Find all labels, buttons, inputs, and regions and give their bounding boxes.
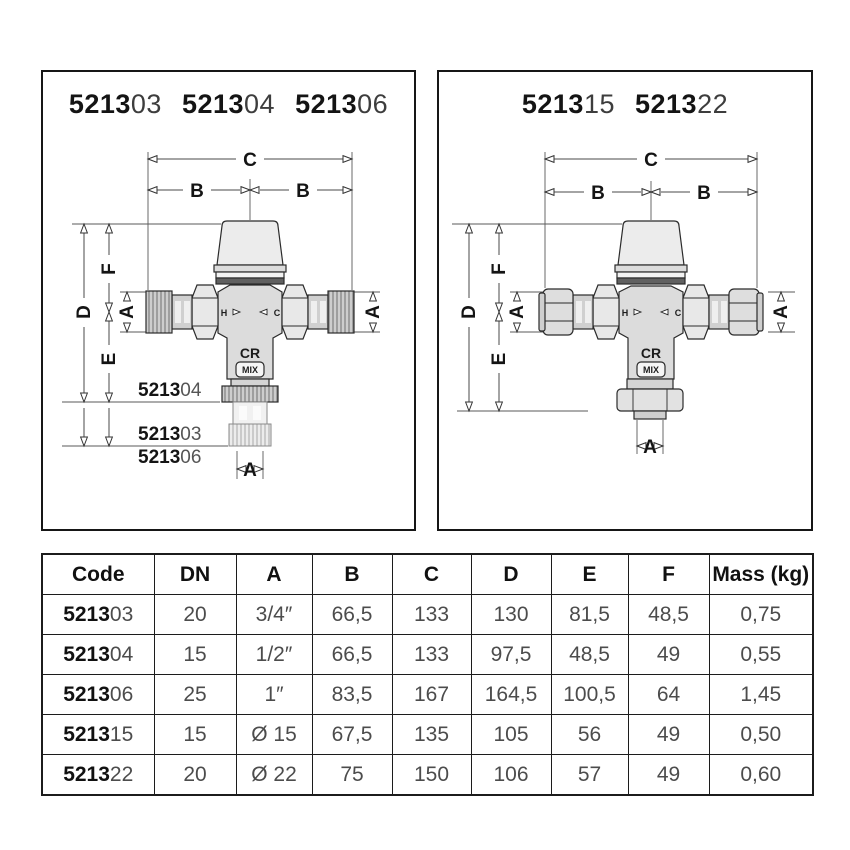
union-nut-right bbox=[683, 285, 709, 339]
header-c: C bbox=[392, 554, 471, 595]
dim-d bbox=[459, 224, 480, 411]
panel-left-title bbox=[43, 72, 414, 120]
cell-b: 75 bbox=[312, 755, 392, 796]
cell-a: 3/4″ bbox=[236, 595, 312, 635]
dim-label-b-left: B bbox=[190, 181, 204, 202]
compression-nut-left bbox=[543, 289, 573, 335]
code-521315: 521315 bbox=[521, 89, 615, 119]
code-521322: 521322 bbox=[635, 89, 729, 119]
dim-label-d: D bbox=[74, 305, 95, 319]
cell-dn: 25 bbox=[154, 675, 236, 715]
dim-d bbox=[74, 224, 95, 446]
callout-521304: 521304 bbox=[138, 380, 202, 401]
cell-d: 97,5 bbox=[471, 635, 551, 675]
male-thread-left bbox=[146, 291, 172, 333]
outlet-thread-long bbox=[229, 424, 271, 446]
brand-logo: CR bbox=[640, 345, 662, 361]
compression-nut-right bbox=[729, 289, 759, 335]
table-header-row bbox=[42, 554, 813, 595]
cell-dn: 15 bbox=[154, 715, 236, 755]
mix-label: MIX bbox=[642, 365, 660, 375]
dim-label-a-bottom: A bbox=[643, 437, 657, 458]
outlet-callouts bbox=[138, 380, 202, 468]
cell-b: 66,5 bbox=[312, 595, 392, 635]
panel-compression-versions bbox=[437, 70, 813, 531]
cell-c: 133 bbox=[392, 635, 471, 675]
callout-521303: 521303 bbox=[138, 424, 202, 445]
cell-e: 48,5 bbox=[551, 635, 628, 675]
table-row-521322 bbox=[42, 755, 813, 796]
callout-521306: 521306 bbox=[138, 447, 202, 468]
header-b: B bbox=[312, 554, 392, 595]
dim-a-outlet bbox=[237, 460, 263, 481]
cell-e: 57 bbox=[551, 755, 628, 796]
cell-dn: 20 bbox=[154, 595, 236, 635]
cell-b: 83,5 bbox=[312, 675, 392, 715]
dim-label-e: E bbox=[489, 352, 510, 366]
code-521303: 521303 bbox=[68, 89, 162, 119]
cold-port-label: C bbox=[273, 308, 281, 318]
cell-d: 130 bbox=[471, 595, 551, 635]
cell-d: 106 bbox=[471, 755, 551, 796]
cell-c: 150 bbox=[392, 755, 471, 796]
cell-mass: 0,55 bbox=[709, 635, 813, 675]
valve-compression bbox=[539, 221, 763, 419]
brand-logo: CR bbox=[239, 345, 261, 361]
dim-label-f: F bbox=[489, 263, 510, 275]
cell-a: Ø 15 bbox=[236, 715, 312, 755]
dim-label-b-right: B bbox=[697, 183, 711, 204]
panel-threaded-versions bbox=[41, 70, 416, 531]
cell-dn: 20 bbox=[154, 755, 236, 796]
header-a: A bbox=[236, 554, 312, 595]
cell-b: 67,5 bbox=[312, 715, 392, 755]
cell-code: 521303 bbox=[42, 595, 154, 635]
adjust-knob bbox=[618, 221, 684, 265]
dim-label-a-left: A bbox=[507, 305, 528, 319]
dim-label-a-right: A bbox=[771, 305, 792, 319]
dim-label-b-left: B bbox=[591, 183, 605, 204]
drawing-threaded-valve bbox=[43, 124, 414, 529]
cell-mass: 0,50 bbox=[709, 715, 813, 755]
cell-mass: 0,75 bbox=[709, 595, 813, 635]
cell-a: 1″ bbox=[236, 675, 312, 715]
cell-code: 521322 bbox=[42, 755, 154, 796]
mix-label: MIX bbox=[241, 365, 259, 375]
dimension-table bbox=[41, 553, 814, 796]
cell-code: 521315 bbox=[42, 715, 154, 755]
code-521306: 521306 bbox=[295, 89, 389, 119]
panel-right-title bbox=[439, 72, 811, 120]
header-dn: DN bbox=[154, 554, 236, 595]
cell-dn: 15 bbox=[154, 635, 236, 675]
cell-e: 56 bbox=[551, 715, 628, 755]
outlet-thread-short bbox=[222, 386, 278, 402]
cell-f: 49 bbox=[628, 715, 709, 755]
union-nut-left bbox=[192, 285, 218, 339]
dim-label-c: C bbox=[243, 150, 257, 171]
table-row-521304 bbox=[42, 635, 813, 675]
dim-label-d: D bbox=[459, 305, 480, 319]
cell-c: 167 bbox=[392, 675, 471, 715]
union-nut-left bbox=[593, 285, 619, 339]
cell-e: 100,5 bbox=[551, 675, 628, 715]
table-row-521303 bbox=[42, 595, 813, 635]
dim-f-e bbox=[99, 224, 120, 446]
cell-code: 521304 bbox=[42, 635, 154, 675]
header-e: E bbox=[551, 554, 628, 595]
dim-label-f: F bbox=[99, 263, 120, 275]
cell-f: 49 bbox=[628, 635, 709, 675]
outlet-compression-nut bbox=[617, 389, 683, 411]
dim-label-a-right: A bbox=[363, 305, 384, 319]
outlet-extension bbox=[233, 402, 267, 424]
cold-port-label: C bbox=[674, 308, 682, 318]
cell-c: 135 bbox=[392, 715, 471, 755]
drawing-compression-valve bbox=[439, 124, 811, 529]
dim-label-a-bottom: A bbox=[243, 460, 257, 481]
male-thread-right bbox=[328, 291, 354, 333]
valve-threaded bbox=[146, 221, 354, 446]
adjust-knob bbox=[217, 221, 283, 265]
cell-e: 81,5 bbox=[551, 595, 628, 635]
cell-b: 66,5 bbox=[312, 635, 392, 675]
dim-label-a-left: A bbox=[117, 305, 138, 319]
hot-port-label: H bbox=[621, 308, 629, 318]
cell-f: 49 bbox=[628, 755, 709, 796]
cell-mass: 0,60 bbox=[709, 755, 813, 796]
cell-f: 64 bbox=[628, 675, 709, 715]
code-521304: 521304 bbox=[181, 89, 276, 119]
table-row-521306 bbox=[42, 675, 813, 715]
cell-a: 1/2″ bbox=[236, 635, 312, 675]
cell-f: 48,5 bbox=[628, 595, 709, 635]
cell-c: 133 bbox=[392, 595, 471, 635]
table-row-521315 bbox=[42, 715, 813, 755]
dim-label-e: E bbox=[99, 352, 120, 366]
header-d: D bbox=[471, 554, 551, 595]
cell-a: Ø 22 bbox=[236, 755, 312, 796]
header-mass: Mass (kg) bbox=[709, 554, 813, 595]
dim-label-c: C bbox=[644, 150, 658, 171]
hot-port-label: H bbox=[220, 308, 228, 318]
dim-c bbox=[545, 150, 757, 171]
header-f: F bbox=[628, 554, 709, 595]
cell-d: 164,5 bbox=[471, 675, 551, 715]
dim-label-b-right: B bbox=[296, 181, 310, 202]
dim-a-outlet bbox=[637, 437, 663, 458]
header-code: Code bbox=[42, 554, 154, 595]
cell-code: 521306 bbox=[42, 675, 154, 715]
union-nut-right bbox=[282, 285, 308, 339]
cell-d: 105 bbox=[471, 715, 551, 755]
dim-c bbox=[148, 150, 352, 171]
cell-mass: 1,45 bbox=[709, 675, 813, 715]
